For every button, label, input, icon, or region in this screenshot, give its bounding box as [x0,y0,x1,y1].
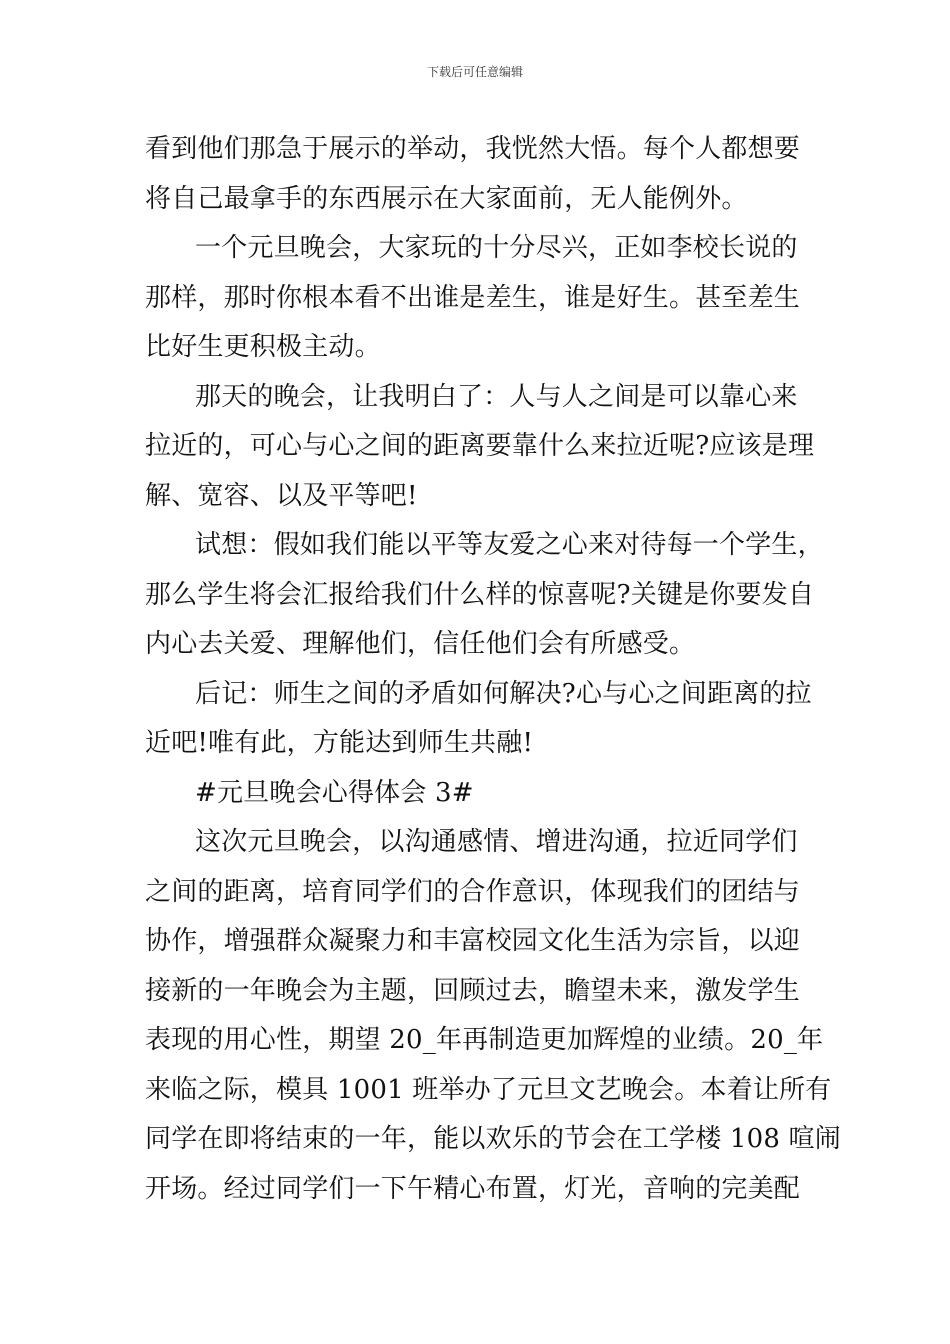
text-line: 比好生更积极主动。 [145,332,381,362]
paragraph-start-line: 后记：师生之间的矛盾如何解决?心与心之间距离的拉 [195,678,812,709]
text-line: 开场。经过同学们一下午精心布置，灯光，音响的完美配 [145,1173,801,1204]
paragraph-start-line: 那天的晚会，让我明白了：人与人之间是可以靠心来 [195,381,798,412]
text-line: 看到他们那急于展示的举动，我恍然大悟。每个人都想要 [145,134,801,164]
text-line: 协作，增强群众凝聚力和丰富校园文化生活为宗旨，以迎 [145,926,801,956]
text-line: 解、宽容、以及平等吧! [145,480,418,511]
text-line: 接新的一年晚会为主题，回顾过去，瞻望未来，激发学生 [145,975,801,1006]
paragraph-start-line: 试想：假如我们能以平等友爱之心来对待每一个学生， [195,530,824,560]
paragraph-start-line: 一个元旦晚会，大家玩的十分尽兴，正如李校长说的 [195,233,798,263]
text-line: 表现的用心性，期望 20_年再制造更加辉煌的业绩。20_年 [145,1025,824,1055]
text-line: 近吧!唯有此，方能达到师生共融! [145,728,534,758]
paragraph-start-line: 这次元旦晚会，以沟通感情、增进沟通，拉近同学们 [195,827,798,857]
text-line: 同学在即将结束的一年，能以欢乐的节会在工学楼 108 喧闹 [145,1124,841,1154]
section-heading: #元旦晚会心得体会 3# [195,777,474,808]
text-line: 将自己最拿手的东西展示在大家面前，无人能例外。 [145,183,748,214]
text-line: 拉近的，可心与心之间的距离要靠什么来拉近呢?应该是理 [145,431,815,461]
text-line: 之间的距离，培育同学们的合作意识，体现我们的团结与 [145,876,801,907]
text-line: 来临之际，模具 1001 班举办了元旦文艺晚会。本着让所有 [145,1074,832,1105]
text-line: 那么学生将会汇报给我们什么样的惊喜呢?关键是你要发自 [145,579,815,610]
page-header: 下载后可任意编辑 [426,65,523,79]
text-line: 那样，那时你根本看不出谁是差生，谁是好生。甚至差生 [145,282,801,313]
text-line: 内心去关爱、理解他们，信任他们会有所感受。 [145,629,696,659]
body-text [145,125,841,1214]
